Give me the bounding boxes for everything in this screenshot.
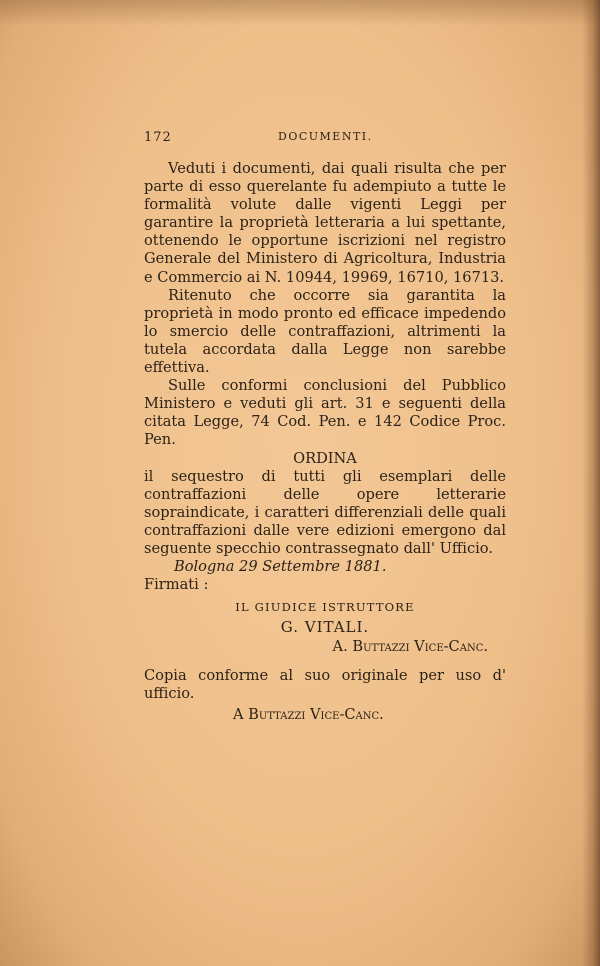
page-number: 172 <box>144 130 172 145</box>
clerk-signature: A. Buttazzi Vice-Canc. <box>332 638 488 656</box>
paragraph-veduti: Veduti i documenti, dai quali risulta che per parte di esso querelante fu adempiuto a tutte le formalità volute dalle vigenti Leggi per garantire la proprietà letteraria a lui spettante, ottenendo le opportune iscrizioni nel registro Generale del Ministero di Agricoltura, Industria e Commercio ai N. 10944, 19969, 16710, 16713. <box>144 160 506 286</box>
page-top-shadow <box>0 0 600 26</box>
signed-label: Firmati : <box>144 576 209 594</box>
paragraph-ritenuto: Ritenuto che occorre sia garantita la proprietà in modo pronto ed efficace impedendo lo smercio delle contraffazioni, altrimenti la tutela accordata dalla Legge non sarebbe effettiva. <box>144 286 506 377</box>
judge-name: G. VITALI. <box>280 618 370 637</box>
ordina-heading: ORDINA <box>293 449 357 467</box>
paragraph-conclusioni: Sulle conformi conclusioni del Pubblico Ministero e veduti gli art. 31 e seguenti della citata Legge, 74 Cod. Pen. e 142 Codice Proc. Pen. <box>144 377 506 449</box>
clerk-signature-copy: A Buttazzi Vice-Canc. <box>233 705 384 723</box>
document-date: Bologna 29 Settembre 1881. <box>174 558 387 576</box>
running-head: DOCUMENTI. <box>278 130 373 143</box>
page-edge-shadow <box>582 0 600 966</box>
paragraph-sequestro: il sequestro di tutti gli esemplari delle contraffazioni delle opere letterarie sopraindicate, i caratteri differenziali delle quali contraffazioni dalle vere edizioni emergono dal seguente specchio contrassegnato dall' Ufficio. <box>144 467 506 557</box>
judge-title: IL GIUDICE ISTRUTTORE <box>235 600 415 615</box>
document-body <box>144 160 506 724</box>
copy-conformity-note: Copia conforme al suo originale per uso d' ufficio. <box>144 666 506 702</box>
